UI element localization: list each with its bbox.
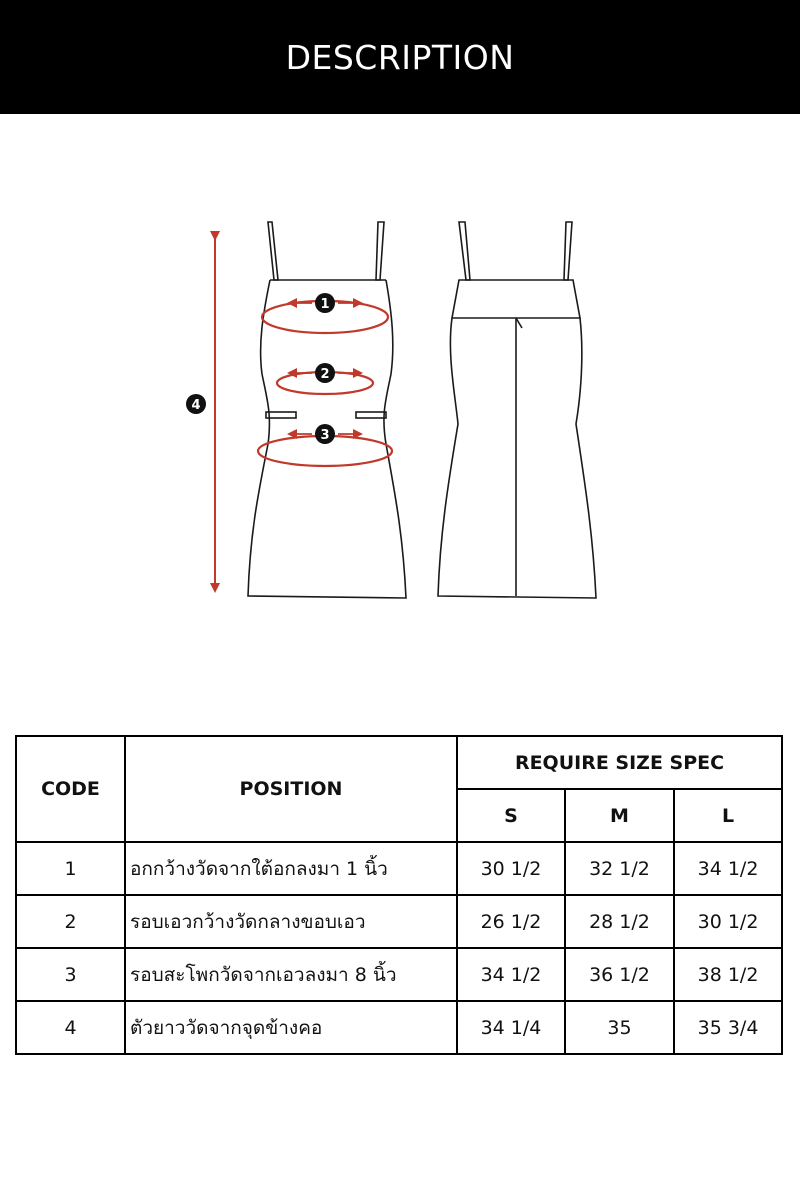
svg-text:2: 2 [320, 367, 330, 382]
require-size-spec-header: REQUIRE SIZE SPEC [457, 736, 782, 789]
svg-text:3: 3 [320, 428, 330, 443]
row-size-s: 26 1/2 [457, 895, 565, 948]
table-row [16, 895, 782, 948]
table-row [16, 948, 782, 1001]
row-size-l: 35 3/4 [674, 1001, 782, 1054]
marker-4 [186, 394, 206, 414]
row-code: 2 [16, 895, 125, 948]
front-dress-outline [248, 222, 406, 598]
marker-2 [315, 363, 335, 383]
row-position: อกกว้างวัดจากใต้อกลงมา 1 นิ้ว [125, 842, 457, 895]
row-size-m: 35 [565, 1001, 674, 1054]
row-code: 3 [16, 948, 125, 1001]
size-spec-table [15, 735, 783, 1055]
position-header: POSITION [125, 736, 457, 842]
row-code: 1 [16, 842, 125, 895]
row-size-s: 30 1/2 [457, 842, 565, 895]
row-position: รอบสะโพกวัดจากเอวลงมา 8 นิ้ว [125, 948, 457, 1001]
row-position: ตัวยาววัดจากจุดข้างคอ [125, 1001, 457, 1054]
row-code: 4 [16, 1001, 125, 1054]
header-bar [0, 0, 800, 114]
back-dress-outline [438, 222, 596, 598]
size-s-header: S [457, 789, 565, 842]
marker-3 [315, 424, 335, 444]
marker-1 [315, 293, 335, 313]
row-size-s: 34 1/4 [457, 1001, 565, 1054]
row-size-l: 38 1/2 [674, 948, 782, 1001]
table-row [16, 842, 782, 895]
row-size-l: 34 1/2 [674, 842, 782, 895]
dress-diagram [0, 114, 800, 714]
table-row [16, 1001, 782, 1054]
svg-text:1: 1 [320, 297, 330, 312]
row-size-m: 36 1/2 [565, 948, 674, 1001]
svg-text:4: 4 [191, 398, 201, 413]
row-position: รอบเอวกว้างวัดกลางขอบเอว [125, 895, 457, 948]
row-size-m: 28 1/2 [565, 895, 674, 948]
code-header: CODE [16, 736, 125, 842]
row-size-s: 34 1/2 [457, 948, 565, 1001]
size-m-header: M [565, 789, 674, 842]
row-size-m: 32 1/2 [565, 842, 674, 895]
size-l-header: L [674, 789, 782, 842]
row-size-l: 30 1/2 [674, 895, 782, 948]
page-title: DESCRIPTION [285, 37, 515, 77]
